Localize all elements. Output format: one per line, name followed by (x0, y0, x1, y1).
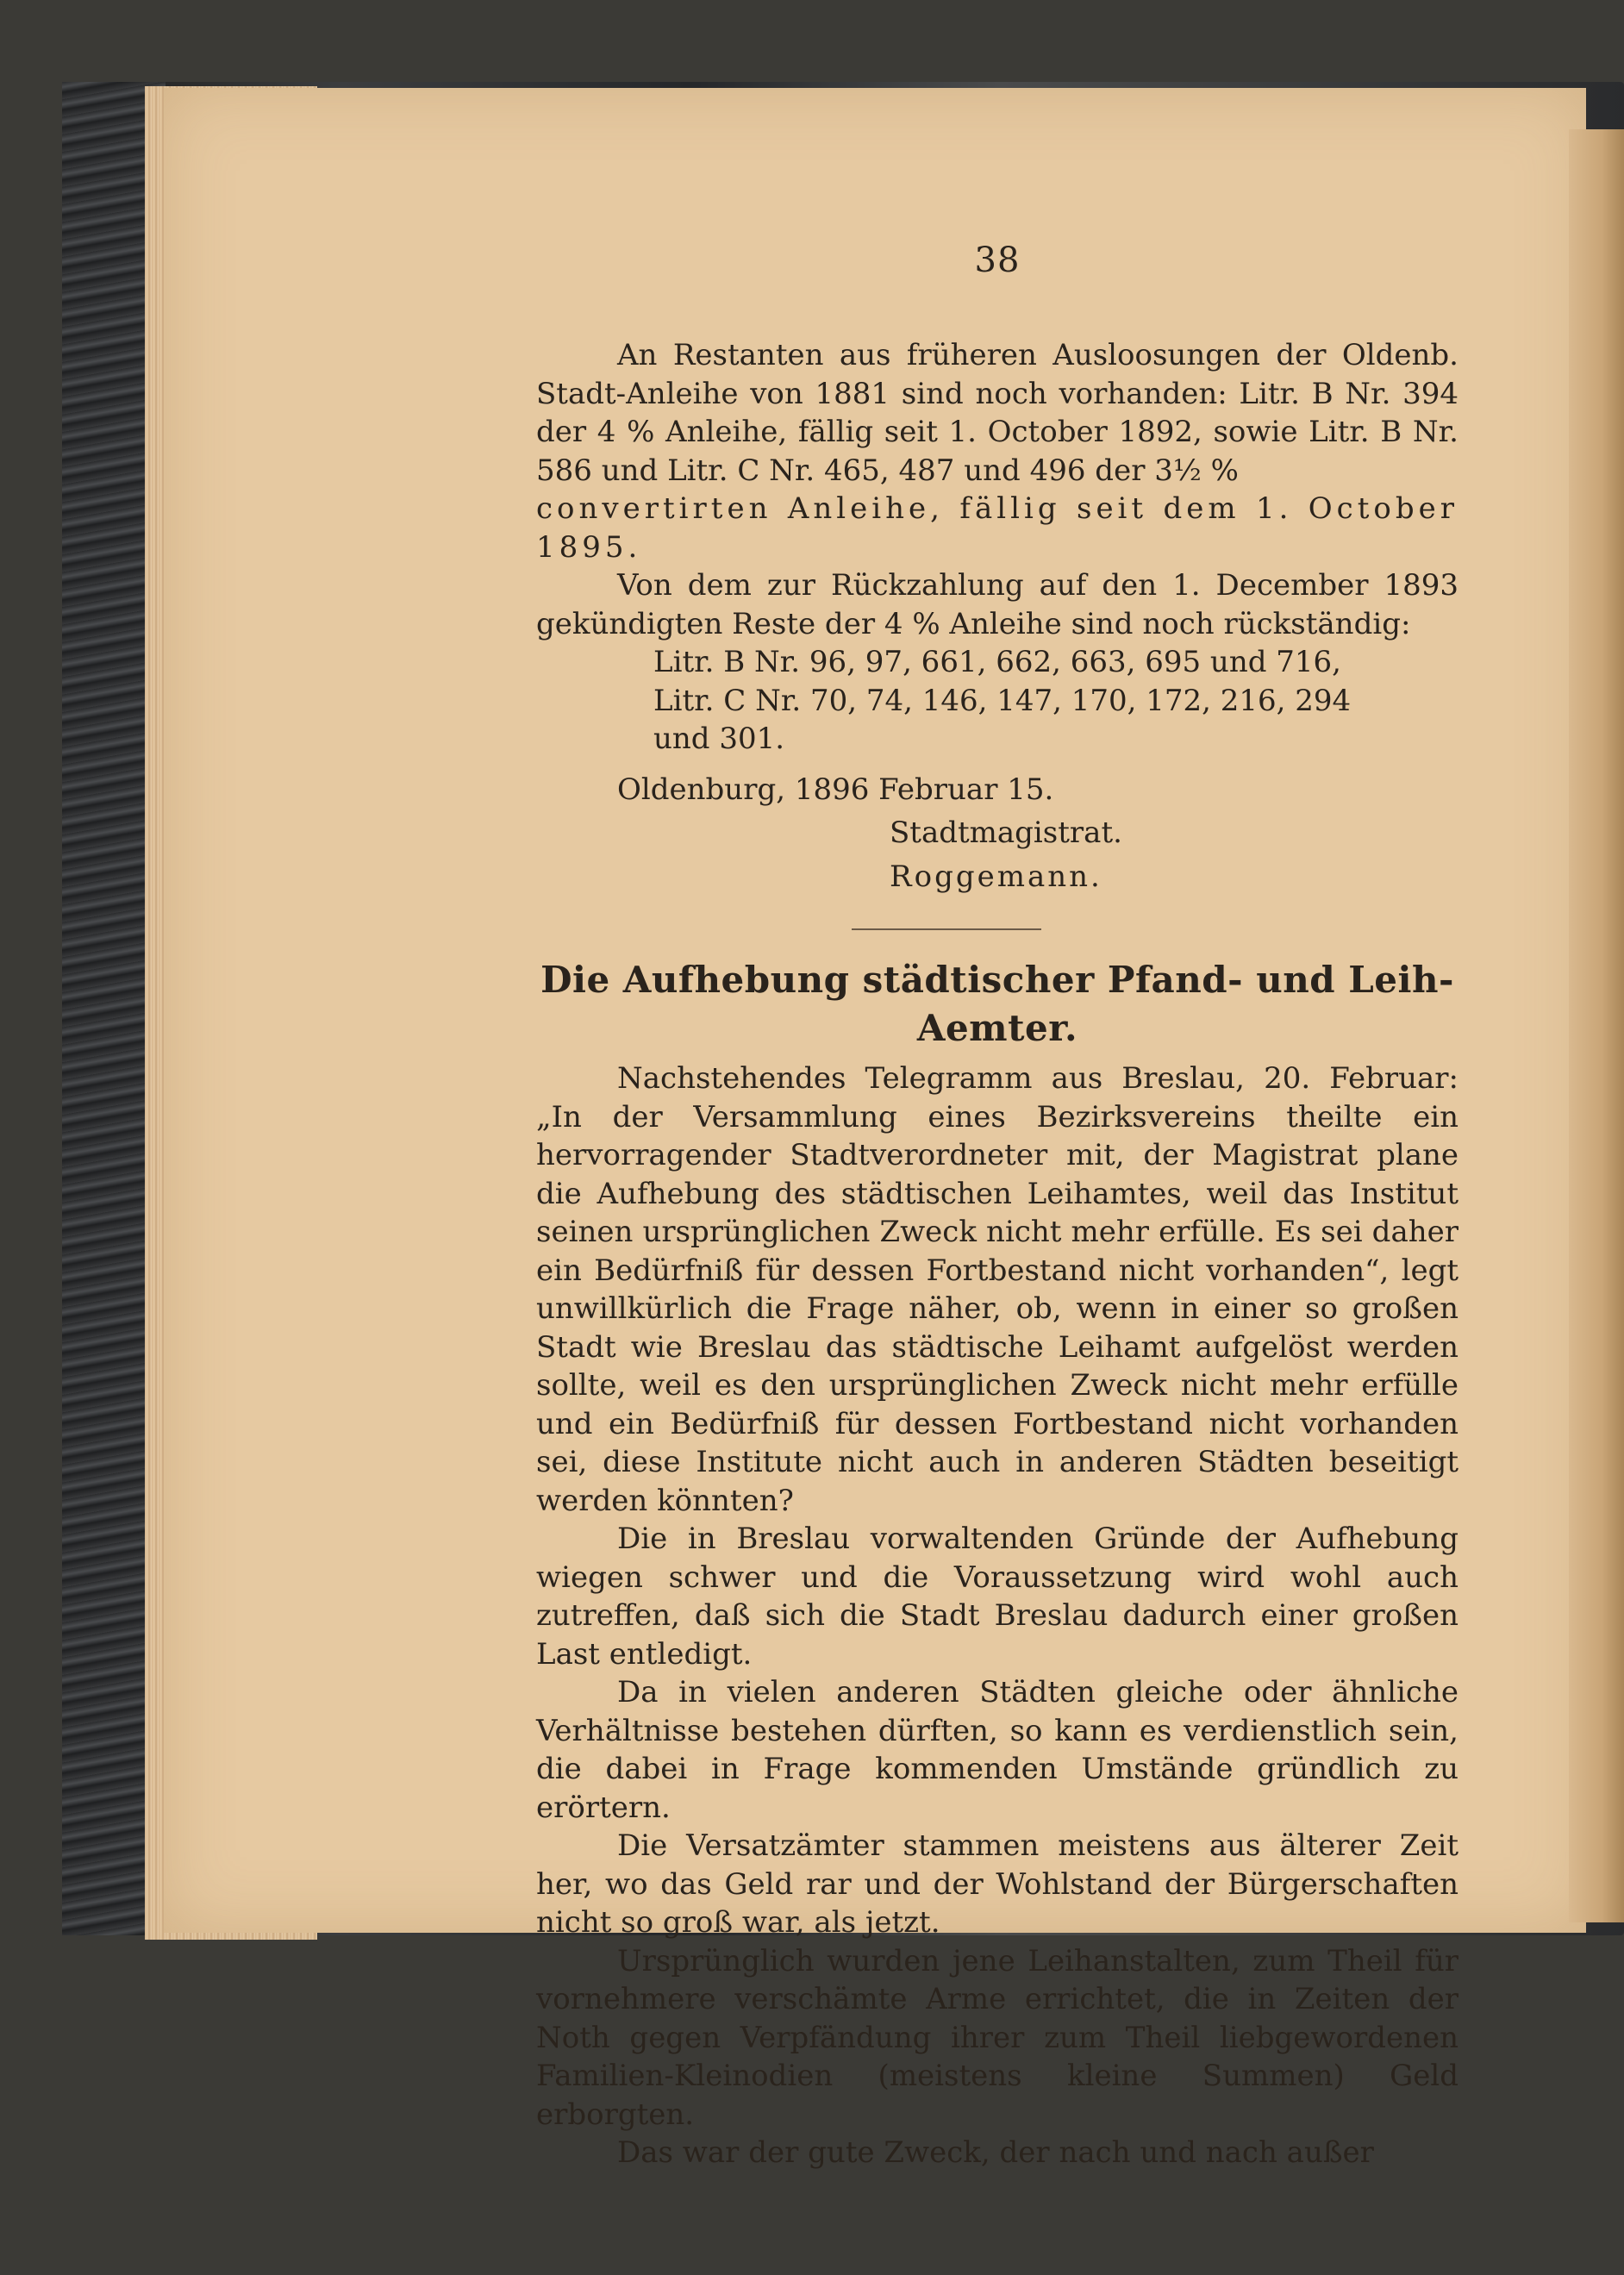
notice-paragraph: An Restanten aus früheren Ausloosungen der Oldenb. Stadt-Anleihe von 1881 sind noch vorhanden: Litr. B Nr. 394 der 4 % Anleihe, fällig seit 1. October 1892, sowie Litr. B Nr. 586 und Litr. C Nr. 465, 487 und 496 der 3½ % (536, 338, 1458, 488)
notice-paragraph: Von dem zur Rückzahlung auf den 1. December 1893 gekündigten Reste der 4 % Anleihe sind noch rückständig: (536, 568, 1458, 641)
article-paragraph: Ursprünglich wurden jene Leihanstalten, zum Theil für vornehmere verschämte Arme errichtet, die in Zeiten der Noth gegen Verpfändung ihrer zum Theil liebgewordenen Familien-Kleinodien (meistens kleine Summen) Geld erborgten. (536, 1943, 1458, 2132)
date-line: Oldenburg, 1896 Februar 15. (617, 772, 1054, 807)
list-item: Litr. C Nr. 70, 74, 146, 147, 170, 172, 216, 294 (653, 683, 1352, 718)
article-paragraph: Da in vielen anderen Städten gleiche oder ähnliche Verhältnisse bestehen dürften, so kann es verdienstlich sein, die dabei in Frage kommenden Umstände gründlich zu erörtern. (536, 1675, 1458, 1825)
page-right-edge (1569, 129, 1624, 1922)
list-item: Litr. B Nr. 96, 97, 661, 662, 663, 695 und 716, (653, 645, 1341, 679)
section-divider (852, 928, 1041, 930)
article-paragraph: Die Versatzämter stammen meistens aus älterer Zeit her, wo das Geld rar und der Wohlstand der Bürgerschaften nicht so groß war, als jetzt. (536, 1828, 1458, 1940)
signature-name: Roggemann. (890, 859, 1102, 894)
article-paragraph: Die in Breslau vorwaltenden Gründe der Aufhebung wiegen schwer und die Voraussetzung wird wohl auch zutreffen, daß sich die Stadt Breslau dadurch einer großen Last entledigt. (536, 1522, 1458, 1672)
article-heading: Die Aufhebung städtischer Pfand- und Leih-Aemter. (540, 959, 1454, 1049)
outstanding-list (536, 643, 1458, 759)
notice-paragraph: convertirten Anleihe, fällig seit dem 1. October 1895. (536, 491, 1458, 565)
notice-section (536, 336, 1458, 896)
article-paragraph: Nachstehendes Telegramm aus Breslau, 20. Februar: „In der Versammlung eines Bezirksvereins theilte ein hervorragender Stadtverordneter mit, der Magistrat plane die Aufhebung des städtischen Leihamtes, weil das Institut seinen ursprünglichen Zweck nicht mehr erfülle. Es sei daher ein Bedürfniß für dessen Fortbestand nicht vorhanden“, legt unwillkürlich die Frage näher, ob, wenn in einer so großen Stadt wie Breslau das städtische Leihamt aufgelöst werden sollte, weil es den ursprünglichen Zweck nicht mehr erfülle und ein Bedürfniß für dessen Fortbestand nicht vorhanden sei, diese Institute nicht auch in anderen Städten beseitigt werden könnten? (536, 1061, 1458, 1518)
page-number: 38 (974, 241, 1021, 280)
text-body (536, 336, 1458, 2172)
article-paragraph: Das war der gute Zweck, der nach und nach außer (617, 2135, 1374, 2170)
signature-office: Stadtmagistrat. (890, 816, 1122, 850)
article-section (536, 956, 1458, 2172)
list-item: und 301. (653, 722, 785, 756)
